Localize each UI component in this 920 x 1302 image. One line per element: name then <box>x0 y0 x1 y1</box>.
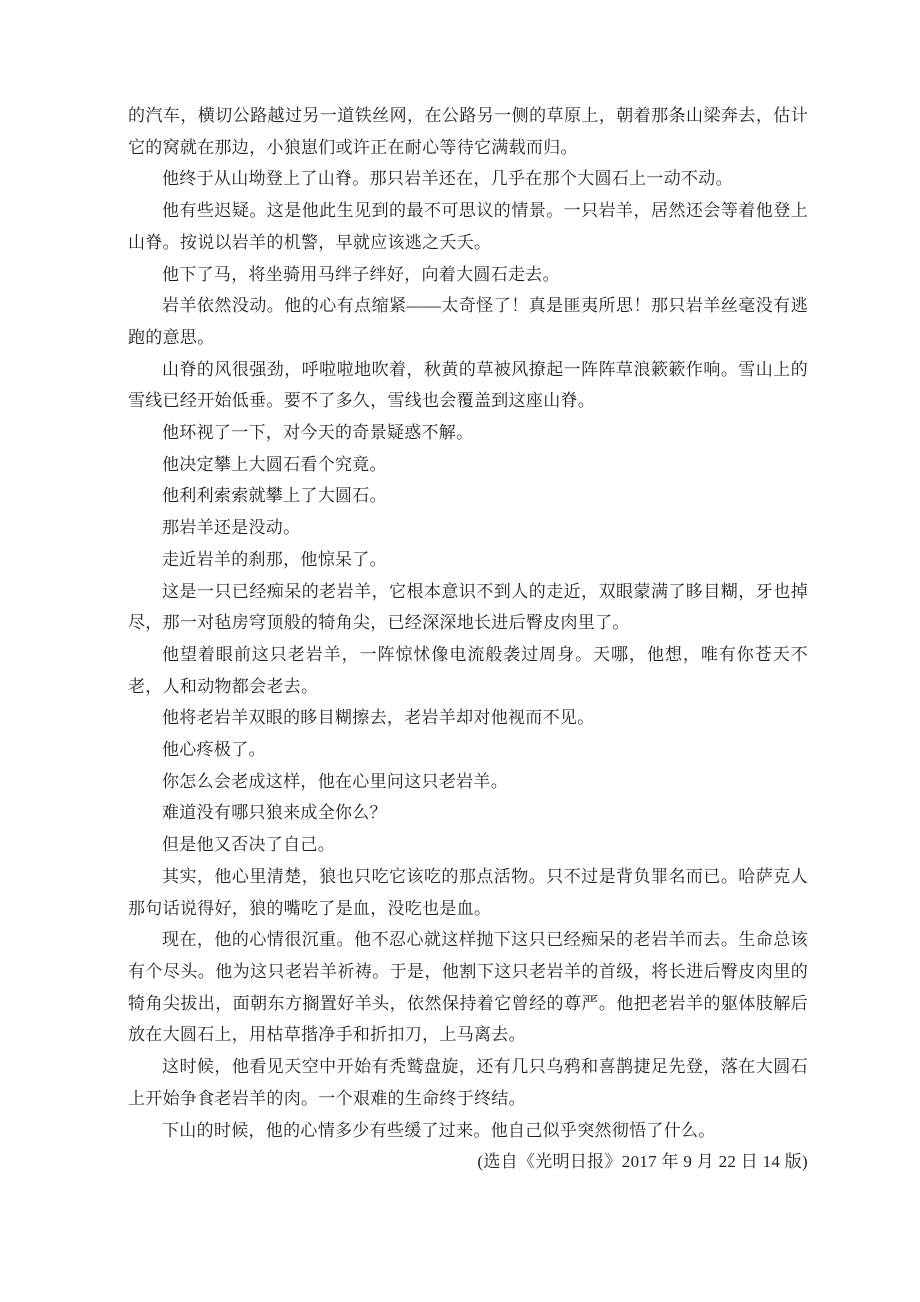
paragraph: 山脊的风很强劲，呼啦啦地吹着，秋黄的草被风撩起一阵阵草浪簌簌作响。雪山上的雪线已经开始低垂。要不了多久，雪线也会覆盖到这座山脊。 <box>128 359 808 411</box>
paragraph: 他心疼极了。 <box>162 740 266 760</box>
paragraph: 这是一只已经痴呆的老岩羊，它根本意识不到人的走近，双眼蒙满了眵目糊，牙也掉尽，那一对毡房穹顶般的犄角尖，已经深深地长进后臀皮肉里了。 <box>128 581 808 633</box>
paragraph: 这时候，他看见天空中开始有秃鹫盘旋，还有几只乌鸦和喜鹊捷足先登，落在大圆石上开始争食老岩羊的肉。一个艰难的生命终于终结。 <box>128 1057 808 1108</box>
paragraph: 他有些迟疑。这是他此生见到的最不可思议的情景。一只岩羊，居然还会等着他登上山脊。按说以岩羊的机警，早就应该逃之夭夭。 <box>128 201 808 252</box>
paragraph: 其实，他心里清楚，狼也只吃它该吃的那点活物。只不过是背负罪名而已。哈萨克人那句话说得好，狼的嘴吃了是血，没吃也是血。 <box>128 866 808 918</box>
paragraph: 他决定攀上大圆石看个究竟。 <box>162 454 387 474</box>
paragraph: 你怎么会老成这样，他在心里问这只老岩羊。 <box>162 771 508 791</box>
paragraph-continuation: 的汽车，横切公路越过另一道铁丝网，在公路另一侧的草原上，朝着那条山梁奔去，估计它的窝就在那边，小狼崽们或许正在耐心等待它满载而归。 <box>128 106 808 157</box>
paragraph: 走近岩羊的刹那，他惊呆了。 <box>162 549 387 569</box>
paragraph: 他终于从山坳登上了山脊。那只岩羊还在，几乎在那个大圆石上一动不动。 <box>162 169 733 189</box>
paragraph: 他环视了一下，对今天的奇景疑惑不解。 <box>162 423 474 443</box>
paragraph: 下山的时候，他的心情多少有些缓了过来。他自己似乎突然彻悟了什么。 <box>162 1120 716 1140</box>
paragraph: 那岩羊还是没动。 <box>162 518 301 538</box>
passage-body <box>128 100 808 1178</box>
paragraph: 现在，他的心情很沉重。他不忍心就这样抛下这只已经痴呆的老岩羊而去。生命总该有个尽头。他为这只老岩羊祈祷。于是，他割下这只老岩羊的首级，将长进后臀皮肉里的犄角尖拔出，面朝东方搁置好羊头，依然保持着它曾经的尊严。他把老岩羊的躯体肢解后放在大圆石上，用枯草揩净手和折扣刀，上马离去。 <box>128 930 808 1045</box>
paragraph: 他将老岩羊双眼的眵目糊擦去，老岩羊却对他视而不见。 <box>162 708 595 728</box>
paragraph: 他望着眼前这只老岩羊，一阵惊怵像电流般袭过周身。天哪，他想，唯有你苍天不老，人和动物都会老去。 <box>128 644 808 696</box>
paragraph: 难道没有哪只狼来成全你么？ <box>162 803 387 823</box>
paragraph: 他下了马，将坐骑用马绊子绊好，向着大圆石走去。 <box>162 264 560 284</box>
paragraph: 但是他又否决了自己。 <box>162 835 335 855</box>
source-citation: (选自《光明日报》2017 年 9 月 22 日 14 版) <box>477 1152 808 1172</box>
paragraph: 他利利索索就攀上了大圆石。 <box>162 486 387 506</box>
paragraph: 岩羊依然没动。他的心有点缩紧——太奇怪了！真是匪夷所思！那只岩羊丝毫没有逃跑的意思。 <box>128 296 808 347</box>
